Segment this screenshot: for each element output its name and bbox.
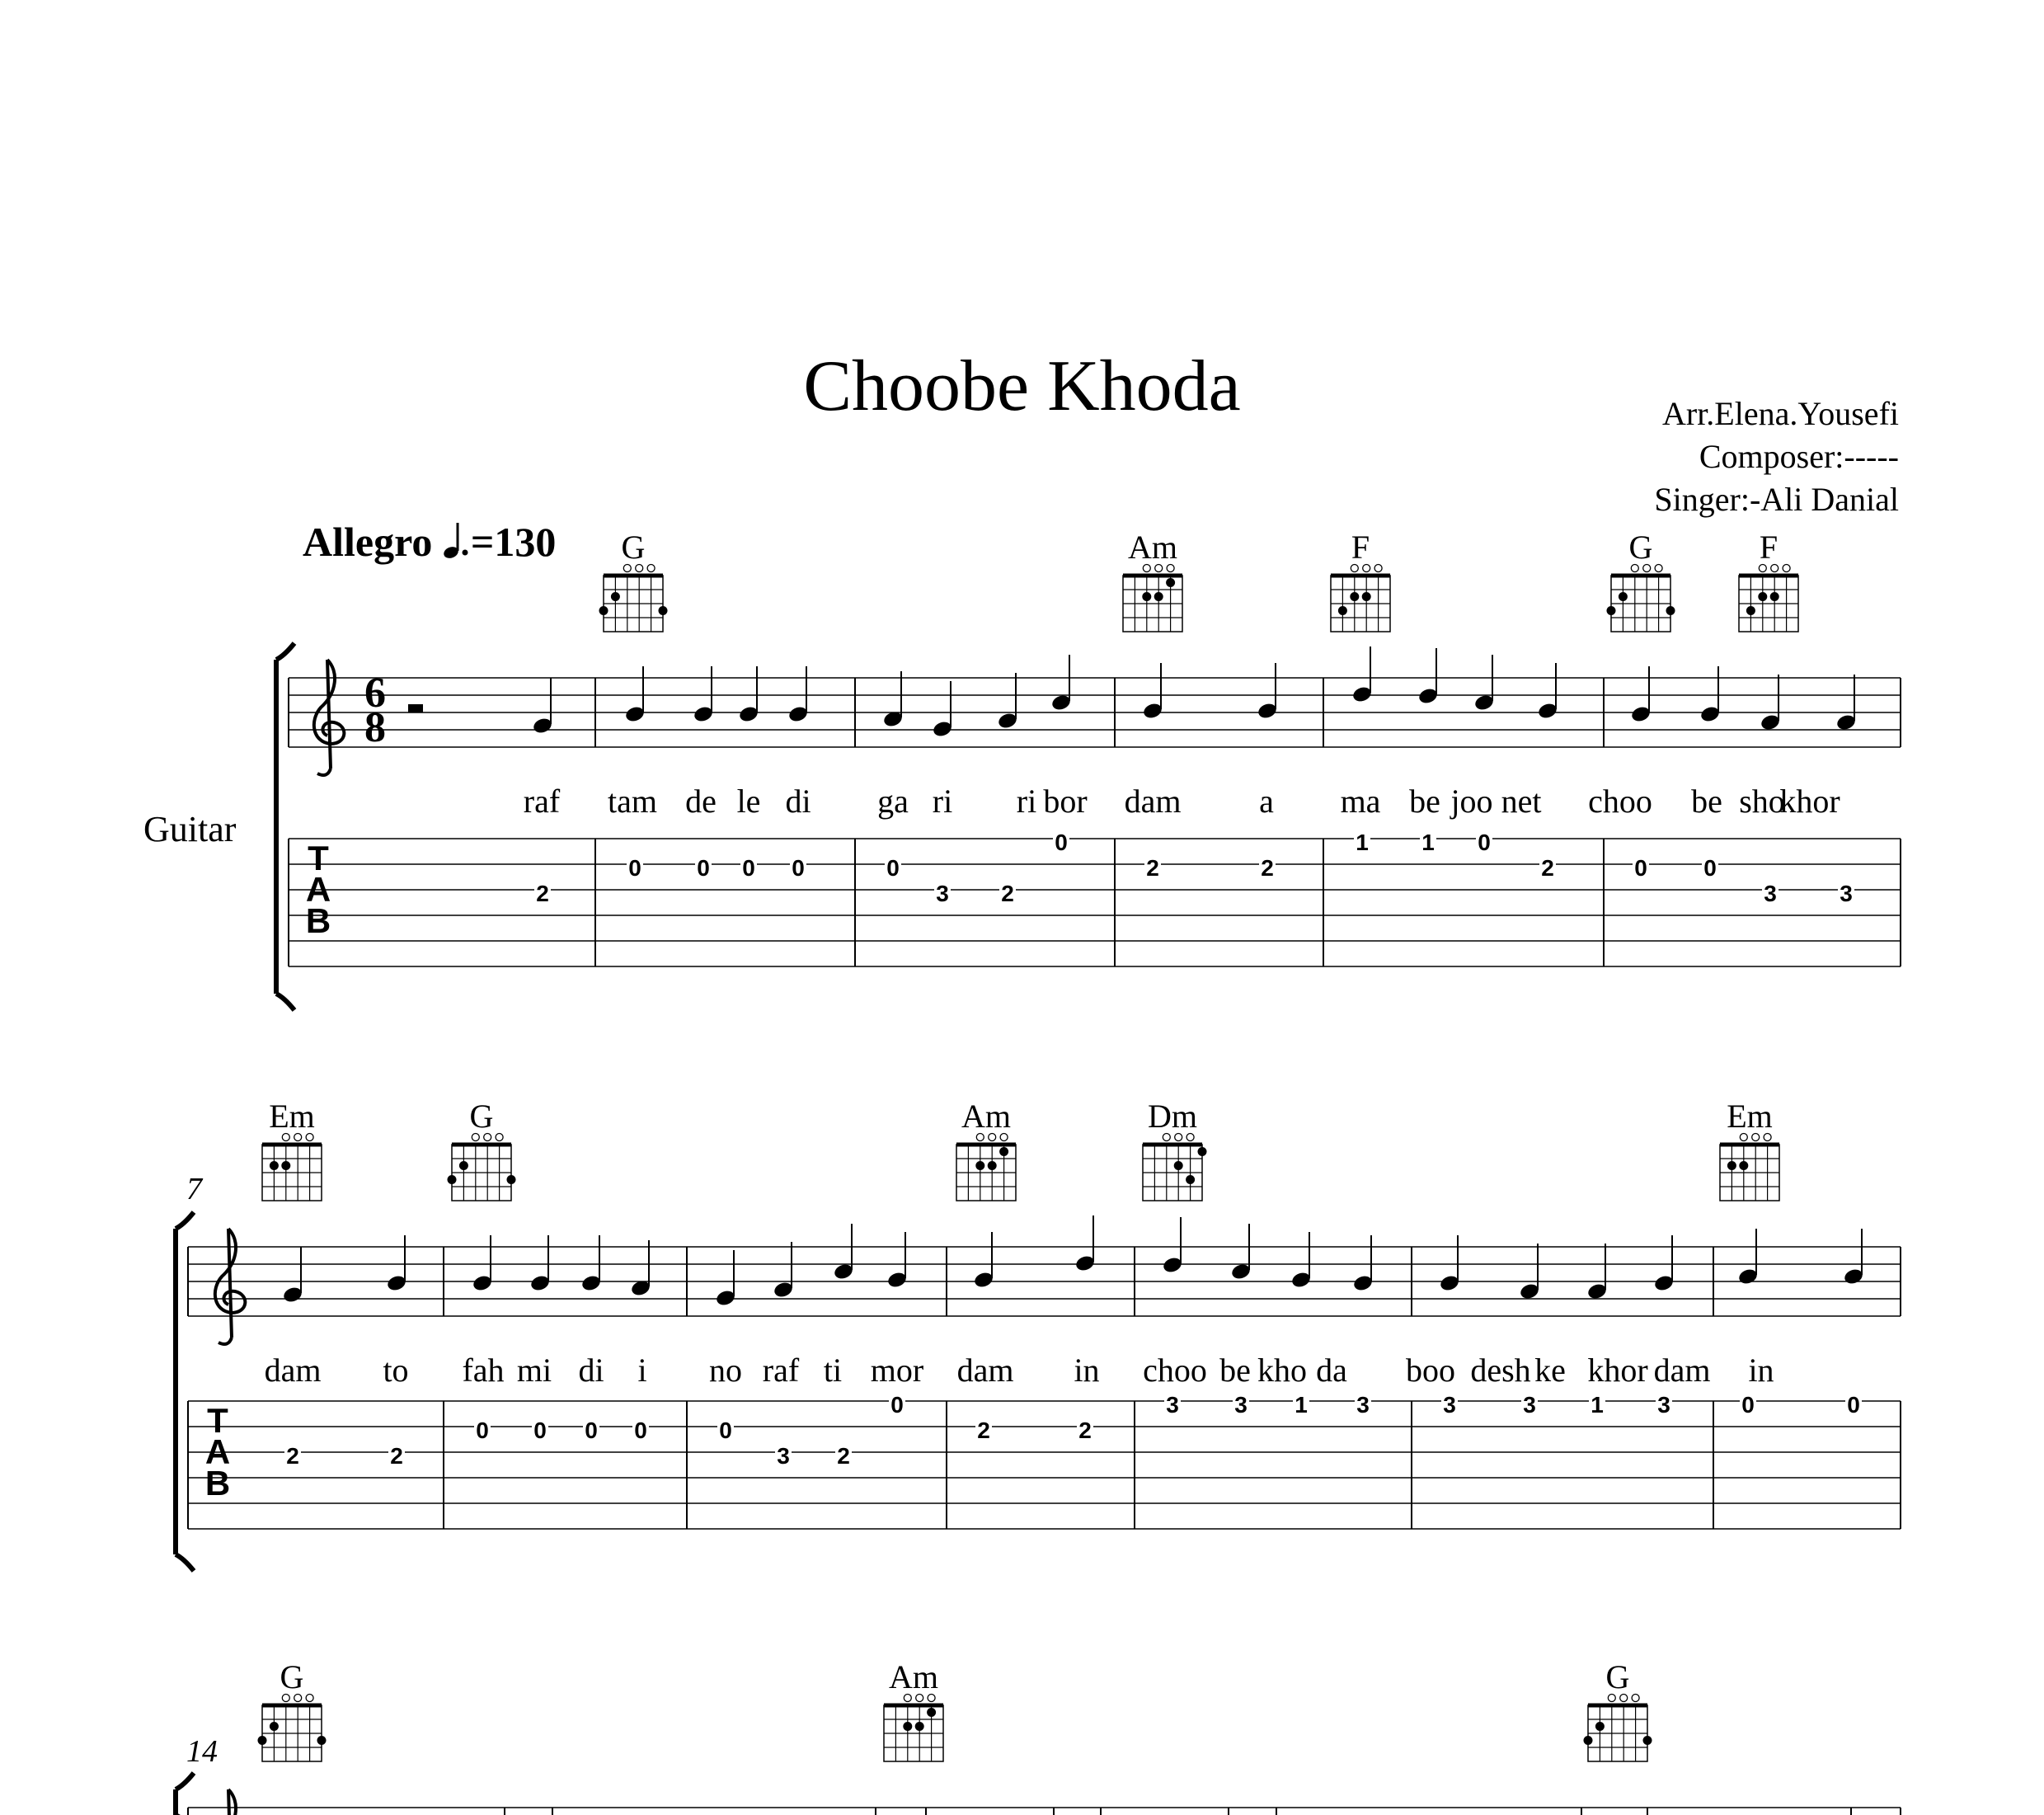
open-string-marker [1175, 1134, 1182, 1141]
open-string-marker [1740, 1134, 1747, 1141]
chord-name: Dm [1148, 1098, 1197, 1135]
tab-fret-number: 3 [1234, 1392, 1248, 1418]
chord-diagram [1720, 1134, 1779, 1201]
tab-fret-number: 2 [1261, 855, 1274, 881]
chord-diagram [884, 1695, 943, 1762]
open-string-marker [1620, 1695, 1628, 1702]
tab-fret-number: 3 [1657, 1392, 1670, 1418]
tab-clef-letter: B [305, 901, 331, 940]
open-string-marker [306, 1695, 313, 1702]
tab-fret-number: 3 [1840, 881, 1853, 906]
tab-fret-number: 3 [1443, 1392, 1456, 1418]
chord-name: Em [1727, 1098, 1773, 1135]
open-string-marker [1608, 1695, 1615, 1702]
open-string-marker [904, 1695, 911, 1702]
tempo-label: Allegro [303, 519, 433, 565]
chord-name: G [280, 1658, 304, 1695]
open-string-marker [496, 1134, 503, 1141]
tab-fret-number: 3 [1356, 1392, 1370, 1418]
treble-clef-icon [215, 1789, 246, 1815]
chord-diagram [1607, 565, 1675, 632]
lyric-syllable: dam [1653, 1352, 1711, 1389]
open-string-marker [623, 565, 631, 572]
chord-diagram [1331, 565, 1390, 632]
chord-finger-dot [1350, 592, 1359, 601]
tab-fret-number: 1 [1591, 1392, 1604, 1418]
lyric-syllable: ri [932, 783, 953, 820]
chord-finger-dot [448, 1175, 457, 1184]
tab-clef-letter: A [305, 870, 331, 909]
chord-name: G [621, 529, 646, 566]
tab-fret-number: 1 [1295, 1392, 1308, 1418]
chord-diagram [448, 1134, 516, 1201]
lyric-syllable: desh [1470, 1352, 1531, 1389]
lyric-syllable: le [736, 783, 761, 820]
tab-fret-number: 3 [1166, 1392, 1179, 1418]
lyric-syllable: ti [823, 1352, 843, 1389]
chord-finger-dot [1166, 578, 1175, 587]
chord-finger-dot [1770, 592, 1779, 601]
open-string-marker [282, 1695, 289, 1702]
chord-diagram [1123, 565, 1182, 632]
chord-finger-dot [1727, 1161, 1736, 1170]
chord-name: Am [1128, 529, 1177, 566]
tab-fret-number: 0 [697, 855, 710, 881]
chord-finger-dot [1198, 1147, 1207, 1156]
treble-clef-icon [215, 1229, 246, 1344]
chord-finger-dot [1758, 592, 1767, 601]
chord-diagram [1739, 565, 1798, 632]
chord-finger-dot [659, 606, 668, 615]
open-string-marker [1655, 565, 1662, 572]
system-bracket [176, 1773, 194, 1815]
open-string-marker [1163, 1134, 1170, 1141]
chord-name: G [1605, 1658, 1630, 1695]
lyric-syllable: dam [956, 1352, 1014, 1389]
chord-finger-dot [988, 1161, 997, 1170]
tab-fret-number: 2 [1541, 855, 1554, 881]
chord-finger-dot [1338, 606, 1347, 615]
system-bracket [176, 1212, 194, 1571]
open-string-marker [1764, 1134, 1771, 1141]
open-string-marker [1752, 1134, 1760, 1141]
tempo-value: =130 [470, 519, 557, 565]
chord-finger-dot [1584, 1736, 1593, 1745]
lyric-syllable: raf [523, 783, 561, 820]
lyric-syllable: bor [1043, 783, 1088, 820]
tab-fret-number: 2 [1146, 855, 1159, 881]
song-title: Choobe Khoda [803, 346, 1241, 426]
tab-fret-number: 2 [977, 1418, 990, 1443]
tab-fret-number: 2 [837, 1443, 850, 1469]
open-string-marker [1759, 565, 1766, 572]
lyric-syllable: sho [1739, 783, 1785, 820]
chord-name: Am [889, 1658, 938, 1695]
chord-name: F [1351, 529, 1370, 566]
tab-fret-number: 0 [719, 1418, 732, 1443]
open-string-marker [928, 1695, 935, 1702]
tab-fret-number: 0 [792, 855, 805, 881]
open-string-marker [1186, 1134, 1194, 1141]
tab-fret-number: 0 [476, 1418, 489, 1443]
lyric-syllable: a [1259, 783, 1274, 820]
tab-fret-number: 0 [1703, 855, 1717, 881]
lyric-syllable: boo [1406, 1352, 1455, 1389]
lyric-syllable: khor [1779, 783, 1840, 820]
chord-name: G [1628, 529, 1653, 566]
chord-diagram [262, 1134, 322, 1201]
measure-number: 7 [186, 1172, 202, 1206]
open-string-marker [1351, 565, 1358, 572]
lyric-syllable: de [685, 783, 717, 820]
lyric-syllable: no [709, 1352, 742, 1389]
open-string-marker [1000, 1134, 1008, 1141]
open-string-marker [976, 1134, 984, 1141]
chord-finger-dot [1619, 592, 1628, 601]
open-string-marker [989, 1134, 996, 1141]
system-bracket [276, 643, 294, 1010]
lyric-syllable: i [637, 1352, 647, 1389]
open-string-marker [294, 1134, 302, 1141]
tab-clef-letter: T [207, 1401, 228, 1440]
lyric-syllable: to [383, 1352, 409, 1389]
open-string-marker [1631, 565, 1638, 572]
chord-finger-dot [611, 592, 620, 601]
chord-finger-dot [281, 1161, 290, 1170]
tab-fret-number: 0 [1741, 1392, 1755, 1418]
chord-name: G [469, 1098, 494, 1135]
chord-finger-dot [1174, 1161, 1183, 1170]
treble-clef-icon [314, 660, 345, 775]
composer-credit: Composer:----- [1699, 438, 1899, 475]
singer-credit: Singer:-Ali Danial [1654, 481, 1899, 518]
chord-finger-dot [258, 1736, 267, 1745]
lyric-syllable: be [1409, 783, 1440, 820]
arranger-credit: Arr.Elena.Yousefi [1661, 395, 1899, 432]
chord-name: Em [269, 1098, 315, 1135]
open-string-marker [1643, 565, 1651, 572]
tab-fret-number: 0 [585, 1418, 598, 1443]
tab-clef-letter: B [204, 1464, 231, 1502]
chord-diagram [1143, 1134, 1207, 1201]
tab-fret-number: 2 [286, 1443, 299, 1469]
lyric-syllable: da [1316, 1352, 1347, 1389]
tab-fret-number: 3 [1764, 881, 1777, 906]
lyric-syllable: choo [1588, 783, 1652, 820]
chord-finger-dot [1142, 592, 1151, 601]
chord-finger-dot [507, 1175, 516, 1184]
tab-fret-number: 3 [1523, 1392, 1536, 1418]
chord-finger-dot [270, 1722, 279, 1731]
lyric-syllable: dam [264, 1352, 322, 1389]
chord-finger-dot [1666, 606, 1675, 615]
open-string-marker [306, 1134, 313, 1141]
tab-fret-number: 2 [1078, 1418, 1092, 1443]
chord-finger-dot [1607, 606, 1616, 615]
lyric-syllable: mi [516, 1352, 552, 1389]
chord-finger-dot [317, 1736, 327, 1745]
chord-name: Am [961, 1098, 1011, 1135]
chord-finger-dot [999, 1147, 1008, 1156]
chord-finger-dot [975, 1161, 984, 1170]
time-signature-top: 6 [364, 670, 386, 717]
chord-name: F [1759, 529, 1779, 566]
tab-fret-number: 0 [1055, 830, 1068, 855]
tab-fret-number: 0 [890, 1392, 904, 1418]
tab-fret-number: 3 [777, 1443, 790, 1469]
open-string-marker [282, 1134, 289, 1141]
lyric-syllable: be [1219, 1352, 1251, 1389]
chord-finger-dot [1186, 1175, 1195, 1184]
open-string-marker [1143, 565, 1150, 572]
chord-finger-dot [915, 1722, 924, 1731]
chord-finger-dot [1154, 592, 1163, 601]
chord-diagram [956, 1134, 1016, 1201]
lyric-syllable: ga [877, 783, 909, 820]
chord-finger-dot [270, 1161, 279, 1170]
chord-finger-dot [1362, 592, 1371, 601]
chord-finger-dot [1746, 606, 1755, 615]
lyric-syllable: in [1748, 1352, 1774, 1389]
lyric-syllable: raf [762, 1352, 800, 1389]
open-string-marker [1155, 565, 1163, 572]
open-string-marker [1632, 1695, 1639, 1702]
chord-finger-dot [903, 1722, 912, 1731]
lyric-syllable: ma [1340, 783, 1381, 820]
open-string-marker [484, 1134, 491, 1141]
tab-fret-number: 0 [1847, 1392, 1860, 1418]
tab-fret-number: 0 [628, 855, 641, 881]
chord-finger-dot [927, 1708, 936, 1717]
open-string-marker [472, 1134, 479, 1141]
lyric-syllable: ke [1534, 1352, 1566, 1389]
tab-fret-number: 2 [536, 881, 549, 906]
open-string-marker [1783, 565, 1790, 572]
instrument-name: Guitar [143, 809, 237, 849]
tab-fret-number: 1 [1421, 830, 1435, 855]
open-string-marker [1374, 565, 1382, 572]
lyric-syllable: dam [1124, 783, 1182, 820]
lyric-syllable: khor [1587, 1352, 1648, 1389]
tab-fret-number: 1 [1356, 830, 1369, 855]
tab-fret-number: 0 [533, 1418, 547, 1443]
lyric-syllable: tam [608, 783, 657, 820]
open-string-marker [636, 565, 643, 572]
open-string-marker [1167, 565, 1174, 572]
chord-diagram [599, 565, 668, 632]
tab-fret-number: 0 [634, 1418, 647, 1443]
chord-diagram [258, 1695, 327, 1762]
tab-fret-number: 2 [390, 1443, 403, 1469]
lyric-syllable: mor [870, 1352, 924, 1389]
lyric-syllable: di [785, 783, 811, 820]
lyric-syllable: in [1074, 1352, 1100, 1389]
tab-fret-number: 3 [936, 881, 949, 906]
time-signature-bottom: 8 [364, 704, 386, 751]
lyric-syllable: joo [1450, 783, 1493, 820]
tab-fret-number: 0 [742, 855, 755, 881]
open-string-marker [647, 565, 655, 572]
chord-finger-dot [599, 606, 609, 615]
tab-fret-number: 0 [1478, 830, 1491, 855]
tab-fret-number: 2 [1001, 881, 1014, 906]
open-string-marker [916, 1695, 923, 1702]
chord-diagram [1584, 1695, 1652, 1762]
tab-clef-letter: T [308, 839, 329, 877]
lyric-syllable: kho [1257, 1352, 1307, 1389]
lyric-syllable: net [1501, 783, 1542, 820]
lyric-syllable: fah [462, 1352, 505, 1389]
tab-clef-letter: A [204, 1432, 231, 1471]
measure-number: 14 [186, 1734, 218, 1769]
open-string-marker [1771, 565, 1779, 572]
lyric-syllable: ri [1016, 783, 1037, 820]
tab-fret-number: 0 [886, 855, 900, 881]
chord-finger-dot [459, 1161, 468, 1170]
chord-finger-dot [1643, 1736, 1652, 1745]
chord-finger-dot [1739, 1161, 1748, 1170]
chord-finger-dot [1595, 1722, 1605, 1731]
lyric-syllable: be [1691, 783, 1722, 820]
open-string-marker [294, 1695, 302, 1702]
lyric-syllable: choo [1143, 1352, 1207, 1389]
open-string-marker [1363, 565, 1370, 572]
lyric-syllable: di [578, 1352, 604, 1389]
tab-fret-number: 0 [1634, 855, 1647, 881]
rest-icon [408, 704, 423, 712]
